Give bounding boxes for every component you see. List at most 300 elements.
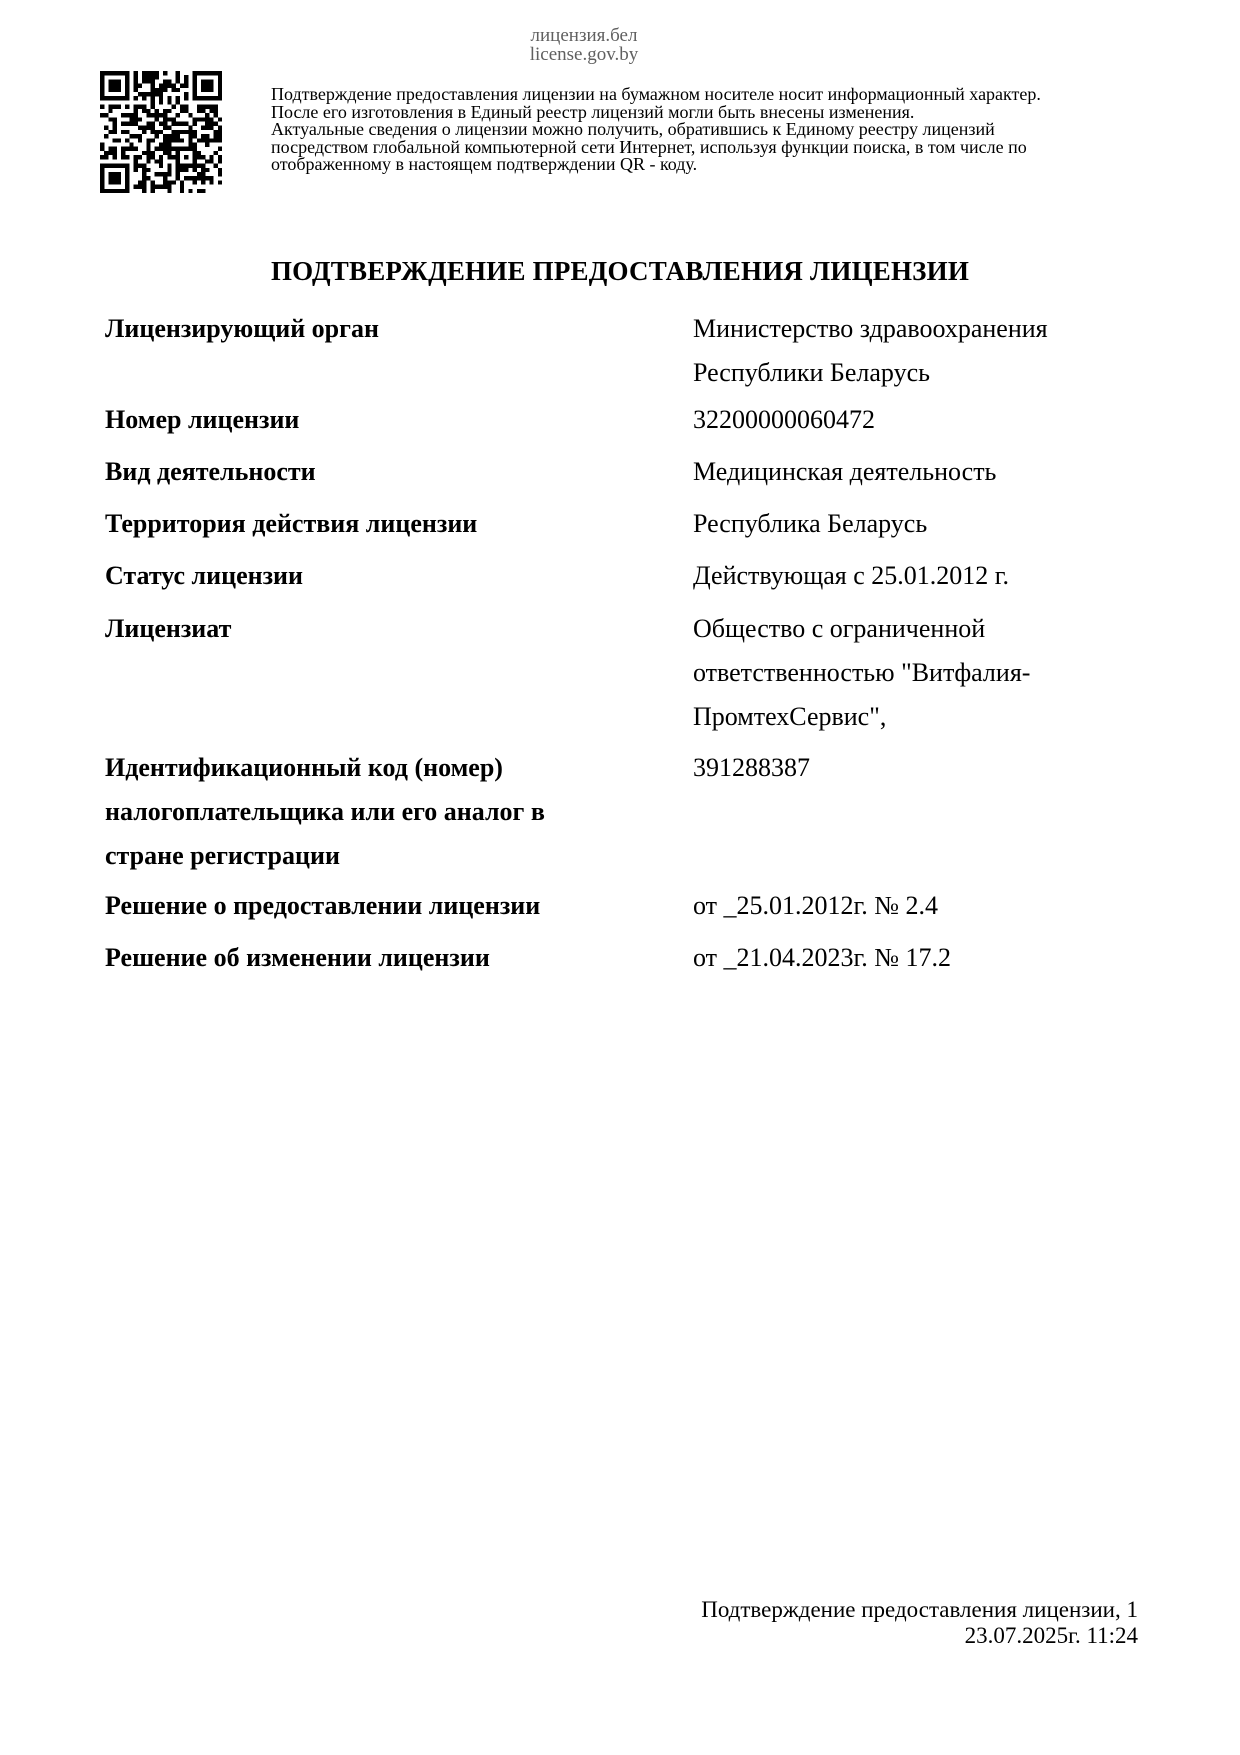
qr-module xyxy=(188,134,192,138)
qr-module xyxy=(100,92,104,96)
document-title: ПОДТВЕРЖДЕНИЕ ПРЕДОСТАВЛЕНИЯ ЛИЦЕНЗИИ xyxy=(270,256,970,286)
qr-module xyxy=(117,180,121,184)
qr-module xyxy=(180,180,184,184)
qr-module xyxy=(100,113,104,117)
qr-module xyxy=(108,109,112,113)
qr-module xyxy=(209,180,213,184)
qr-module xyxy=(188,138,192,142)
qr-module xyxy=(146,71,150,75)
qr-module xyxy=(163,138,167,142)
qr-module xyxy=(104,151,108,155)
qr-module xyxy=(113,84,117,88)
qr-module xyxy=(113,117,117,121)
field-value: от _25.01.2012г. № 2.4 xyxy=(693,891,939,920)
qr-module xyxy=(184,164,188,168)
qr-module xyxy=(172,134,176,138)
qr-module xyxy=(113,172,117,176)
qr-module xyxy=(172,105,176,109)
qr-module xyxy=(159,92,163,96)
qr-module xyxy=(205,168,209,172)
qr-module xyxy=(193,92,197,96)
qr-module xyxy=(201,109,205,113)
qr-module xyxy=(104,113,108,117)
qr-module xyxy=(104,71,108,75)
qr-module xyxy=(125,105,129,109)
qr-module xyxy=(150,113,154,117)
qr-module xyxy=(121,71,125,75)
qr-module xyxy=(167,134,171,138)
qr-module xyxy=(218,71,222,75)
qr-module xyxy=(184,168,188,172)
qr-module xyxy=(180,109,184,113)
qr-module xyxy=(163,185,167,189)
field-label: Решение о предоставлении лицензии xyxy=(105,891,541,920)
qr-module xyxy=(142,126,146,130)
site-address-latin[interactable]: license.gov.by xyxy=(529,44,639,65)
qr-module xyxy=(142,185,146,189)
qr-module xyxy=(108,79,112,83)
qr-module xyxy=(214,96,218,100)
qr-module xyxy=(163,79,167,83)
qr-module xyxy=(142,92,146,96)
qr-module xyxy=(100,79,104,83)
qr-module xyxy=(214,109,218,113)
qr-module xyxy=(134,109,138,113)
qr-module xyxy=(108,105,112,109)
qr-module xyxy=(167,126,171,130)
field-value: Медицинская деятельность xyxy=(693,457,997,486)
qr-module xyxy=(163,180,167,184)
label-line: Идентификационный код (номер) xyxy=(105,753,503,782)
qr-module xyxy=(163,113,167,117)
qr-module xyxy=(159,88,163,92)
qr-module xyxy=(150,180,154,184)
qr-module xyxy=(193,117,197,121)
qr-module xyxy=(113,126,117,130)
qr-module xyxy=(100,75,104,79)
qr-module xyxy=(167,164,171,168)
qr-module xyxy=(193,180,197,184)
qr-module xyxy=(121,151,125,155)
qr-module xyxy=(125,92,129,96)
qr-module xyxy=(108,147,112,151)
qr-module xyxy=(125,113,129,117)
qr-module xyxy=(121,164,125,168)
field-label: Номер лицензии xyxy=(105,405,300,434)
qr-module xyxy=(146,159,150,163)
qr-module xyxy=(104,155,108,159)
qr-module xyxy=(167,147,171,151)
qr-module xyxy=(201,164,205,168)
qr-module xyxy=(155,88,159,92)
qr-module xyxy=(201,189,205,193)
qr-module xyxy=(108,180,112,184)
qr-module xyxy=(125,168,129,172)
qr-module xyxy=(159,130,163,134)
qr-module xyxy=(172,84,176,88)
qr-module xyxy=(113,180,117,184)
qr-module xyxy=(193,75,197,79)
qr-module xyxy=(125,155,129,159)
qr-module xyxy=(163,117,167,121)
qr-module xyxy=(134,96,138,100)
qr-module xyxy=(176,100,180,104)
qr-module xyxy=(150,138,154,142)
qr-module xyxy=(104,164,108,168)
qr-module xyxy=(205,71,209,75)
qr-module xyxy=(172,88,176,92)
qr-module xyxy=(176,164,180,168)
qr-module xyxy=(176,176,180,180)
value-line: ответственностью "Витфалия- xyxy=(693,658,1031,687)
qr-module xyxy=(125,88,129,92)
qr-module xyxy=(193,130,197,134)
qr-module xyxy=(176,147,180,151)
qr-module xyxy=(188,113,192,117)
qr-module xyxy=(104,96,108,100)
qr-module xyxy=(142,109,146,113)
qr-module xyxy=(113,155,117,159)
qr-module xyxy=(100,164,104,168)
qr-module xyxy=(125,180,129,184)
qr-module xyxy=(205,117,209,121)
qr-module xyxy=(214,71,218,75)
qr-module xyxy=(176,130,180,134)
qr-module xyxy=(146,176,150,180)
field-label: Территория действия лицензии xyxy=(105,509,478,538)
qr-module xyxy=(163,151,167,155)
qr-module xyxy=(121,130,125,134)
qr-module xyxy=(197,189,201,193)
qr-module xyxy=(188,189,192,193)
qr-module xyxy=(125,172,129,176)
qr-module xyxy=(108,151,112,155)
qr-module xyxy=(193,71,197,75)
qr-module xyxy=(146,75,150,79)
qr-module xyxy=(150,130,154,134)
qr-module xyxy=(163,71,167,75)
qr-module xyxy=(121,113,125,117)
qr-module xyxy=(209,71,213,75)
qr-module xyxy=(146,143,150,147)
qr-module xyxy=(188,126,192,130)
qr-module xyxy=(159,143,163,147)
qr-module xyxy=(176,71,180,75)
qr-module xyxy=(201,134,205,138)
qr-module xyxy=(193,143,197,147)
qr-module xyxy=(176,113,180,117)
qr-module xyxy=(159,113,163,117)
qr-module xyxy=(146,147,150,151)
qr-module xyxy=(205,121,209,125)
qr-module xyxy=(146,121,150,125)
qr-module xyxy=(159,155,163,159)
qr-module xyxy=(108,189,112,193)
qr-module xyxy=(121,155,125,159)
qr-module xyxy=(138,155,142,159)
qr-module xyxy=(134,155,138,159)
qr-module xyxy=(100,84,104,88)
qr-module xyxy=(197,155,201,159)
qr-module xyxy=(176,168,180,172)
qr-module xyxy=(172,155,176,159)
page-footer xyxy=(701,1597,1138,1649)
qr-module xyxy=(125,96,129,100)
qr-module xyxy=(150,88,154,92)
qr-module xyxy=(180,185,184,189)
qr-module xyxy=(146,79,150,83)
qr-module xyxy=(117,79,121,83)
qr-module xyxy=(117,96,121,100)
qr-module xyxy=(218,159,222,163)
qr-module xyxy=(214,134,218,138)
qr-module xyxy=(150,189,154,193)
qr-module xyxy=(184,96,188,100)
qr-module xyxy=(176,75,180,79)
qr-module xyxy=(184,75,188,79)
qr-module xyxy=(138,126,142,130)
qr-module xyxy=(176,151,180,155)
qr-module xyxy=(167,151,171,155)
qr-module xyxy=(150,96,154,100)
qr-module xyxy=(193,176,197,180)
qr-module xyxy=(134,71,138,75)
qr-module xyxy=(193,121,197,125)
qr-module xyxy=(150,185,154,189)
qr-module xyxy=(163,172,167,176)
qr-module xyxy=(100,185,104,189)
qr-module xyxy=(214,164,218,168)
qr-module xyxy=(113,96,117,100)
qr-module xyxy=(142,79,146,83)
notice-line: Актуальные сведения о лицензии можно получить, обратившись к Единому реестру лицензий xyxy=(271,119,995,139)
qr-module xyxy=(172,138,176,142)
qr-module xyxy=(117,172,121,176)
field-label xyxy=(105,746,665,878)
qr-module xyxy=(197,138,201,142)
value-line: ПромтехСервис", xyxy=(693,702,887,731)
qr-module xyxy=(134,79,138,83)
qr-module xyxy=(193,79,197,83)
qr-module xyxy=(159,96,163,100)
qr-module xyxy=(176,155,180,159)
qr-module xyxy=(184,176,188,180)
qr-module xyxy=(201,71,205,75)
qr-module xyxy=(113,88,117,92)
qr-module xyxy=(100,147,104,151)
qr-module xyxy=(218,168,222,172)
qr-module xyxy=(167,143,171,147)
notice-line: отображенному в настоящем подтверждении QR - коду. xyxy=(271,154,698,174)
qr-module xyxy=(125,147,129,151)
qr-module xyxy=(176,88,180,92)
label-line: стране регистрации xyxy=(105,841,340,870)
qr-module xyxy=(193,168,197,172)
qr-module xyxy=(193,134,197,138)
qr-module xyxy=(129,147,133,151)
qr-module xyxy=(142,176,146,180)
qr-module xyxy=(117,71,121,75)
qr-module xyxy=(150,121,154,125)
qr-module xyxy=(214,138,218,142)
qr-module xyxy=(163,126,167,130)
qr-module xyxy=(180,105,184,109)
qr-module xyxy=(155,185,159,189)
qr-module xyxy=(134,164,138,168)
qr-module xyxy=(117,164,121,168)
qr-module xyxy=(155,92,159,96)
qr-module xyxy=(142,96,146,100)
qr-module xyxy=(150,155,154,159)
qr-module xyxy=(138,138,142,142)
qr-module xyxy=(142,189,146,193)
qr-module xyxy=(146,92,150,96)
qr-module xyxy=(180,168,184,172)
site-address-cyrillic[interactable]: лицензия.бел xyxy=(530,25,638,46)
qr-module xyxy=(176,134,180,138)
qr-module xyxy=(155,117,159,121)
notice-line: После его изготовления в Единый реестр лицензий могли быть внесены изменения. xyxy=(271,101,915,122)
field-value: 391288387 xyxy=(693,753,810,782)
qr-module xyxy=(163,84,167,88)
qr-module xyxy=(163,147,167,151)
qr-module xyxy=(201,155,205,159)
qr-module xyxy=(188,130,192,134)
qr-module xyxy=(209,176,213,180)
qr-module xyxy=(193,151,197,155)
qr-module xyxy=(214,121,218,125)
qr-module xyxy=(100,143,104,147)
qr-module xyxy=(167,117,171,121)
qr-module xyxy=(184,109,188,113)
qr-module xyxy=(100,180,104,184)
qr-module xyxy=(146,151,150,155)
qr-module xyxy=(209,117,213,121)
qr-module xyxy=(125,138,129,142)
qr-module xyxy=(138,164,142,168)
qr-module xyxy=(146,126,150,130)
qr-module xyxy=(100,71,104,75)
qr-module xyxy=(138,105,142,109)
qr-module xyxy=(113,189,117,193)
qr-module xyxy=(121,147,125,151)
qr-module xyxy=(117,105,121,109)
qr-module xyxy=(159,147,163,151)
qr-module xyxy=(150,105,154,109)
qr-module xyxy=(100,189,104,193)
qr-module xyxy=(218,75,222,79)
qr-module xyxy=(205,105,209,109)
qr-module xyxy=(150,75,154,79)
qr-module xyxy=(218,134,222,138)
qr-module xyxy=(117,138,121,142)
qr-module xyxy=(108,164,112,168)
qr-module xyxy=(197,96,201,100)
qr-module xyxy=(167,79,171,83)
qr-module xyxy=(113,105,117,109)
qr-module xyxy=(155,113,159,117)
notice-line: Подтверждение предоставления лицензии на бумажном носителе носит информационный характер. xyxy=(271,84,1041,104)
qr-module xyxy=(193,84,197,88)
qr-module xyxy=(100,96,104,100)
qr-module xyxy=(146,113,150,117)
qr-module xyxy=(113,130,117,134)
qr-module xyxy=(113,151,117,155)
qr-module xyxy=(142,130,146,134)
field-label: Лицензирующий орган xyxy=(105,314,379,343)
qr-module xyxy=(100,176,104,180)
qr-module xyxy=(129,117,133,121)
qr-module xyxy=(184,155,188,159)
qr-module xyxy=(201,96,205,100)
qr-module xyxy=(167,109,171,113)
qr-module xyxy=(146,155,150,159)
qr-module xyxy=(138,117,142,121)
qr-module xyxy=(205,79,209,83)
qr-module xyxy=(117,176,121,180)
qr-module xyxy=(155,130,159,134)
qr-module xyxy=(193,155,197,159)
qr-module xyxy=(113,176,117,180)
qr-module xyxy=(134,168,138,172)
qr-module xyxy=(125,185,129,189)
qr-module xyxy=(134,105,138,109)
qr-module xyxy=(180,164,184,168)
qr-module xyxy=(142,105,146,109)
qr-module xyxy=(134,147,138,151)
qr-module xyxy=(209,84,213,88)
qr-module xyxy=(184,92,188,96)
qr-module xyxy=(125,130,129,134)
qr-module xyxy=(180,189,184,193)
field-value xyxy=(693,307,1145,395)
qr-module xyxy=(134,159,138,163)
qr-module xyxy=(201,172,205,176)
qr-module xyxy=(155,159,159,163)
qr-module xyxy=(218,155,222,159)
qr-module xyxy=(125,84,129,88)
qr-module xyxy=(113,79,117,83)
qr-module xyxy=(201,84,205,88)
qr-module xyxy=(150,92,154,96)
qr-module xyxy=(163,88,167,92)
qr-module xyxy=(197,71,201,75)
qr-module xyxy=(167,172,171,176)
value-line: Министерство здравоохранения xyxy=(693,314,1048,343)
qr-module xyxy=(159,164,163,168)
qr-module xyxy=(167,189,171,193)
qr-module xyxy=(176,172,180,176)
qr-module xyxy=(155,75,159,79)
qr-module xyxy=(176,79,180,83)
qr-module xyxy=(201,168,205,172)
qr-module xyxy=(129,143,133,147)
qr-module xyxy=(201,88,205,92)
qr-module xyxy=(121,189,125,193)
qr-module xyxy=(159,185,163,189)
qr-module xyxy=(108,176,112,180)
qr-module xyxy=(113,71,117,75)
qr-module xyxy=(134,121,138,125)
qr-module xyxy=(163,121,167,125)
qr-module xyxy=(167,180,171,184)
disclaimer-notice xyxy=(271,86,1171,174)
qr-module xyxy=(176,159,180,163)
qr-module xyxy=(218,130,222,134)
field-label: Вид деятельности xyxy=(105,457,316,486)
qr-module xyxy=(108,84,112,88)
qr-module xyxy=(193,88,197,92)
